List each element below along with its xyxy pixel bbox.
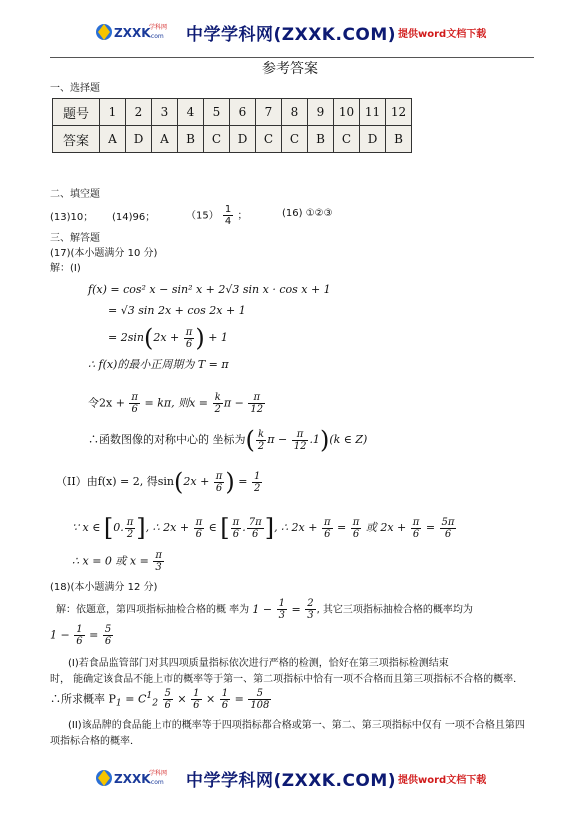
- answer-15: [186, 204, 247, 227]
- table-cell: 1: [100, 99, 126, 126]
- table-head-answer: 答案: [53, 126, 100, 153]
- table-cell: 11: [360, 99, 386, 126]
- table-cell: D: [360, 126, 386, 153]
- symmetry-equation: 令2x + $\frac{\pi}{6}$ = kπ, 则x = $\frac{k}{2}$ π − $\frac{\pi}{12}$: [88, 392, 264, 415]
- table-cell: 3: [152, 99, 178, 126]
- footer-site-tagline: 提供word文档下载: [398, 775, 487, 786]
- denominator: 4: [224, 216, 232, 227]
- table-cell: C: [204, 126, 230, 153]
- probability-equation: ∴所求概率 $P_1 = C^1_2$ $\frac{5}{6}$ × $\frac{1}{6}$ × $\frac{1}{6}$ = $\frac{5}{108}$: [50, 688, 270, 711]
- table-cell: B: [386, 126, 412, 153]
- document-title: 参考答案: [262, 61, 318, 77]
- page-footer: [0, 760, 580, 796]
- footer-site-title: 中学学科网(ZXXK.COM): [186, 771, 397, 791]
- equation-line-1: f(x) = cos² x − sin² x + 2√3 sin x · cos x + 1: [88, 283, 331, 296]
- section-choice-label: 一、选择题: [50, 83, 100, 94]
- part-ii-equation: （II）由f(x) = 2, 得sin(2x + $\frac{\pi}{6}$ ) = $\frac{1}{2}$: [56, 468, 261, 496]
- svg-text:学科网: 学科网: [149, 24, 168, 31]
- answer-13: (13)10；: [50, 212, 94, 223]
- answer-15-label: （15）: [186, 210, 219, 222]
- table-cell: 2: [126, 99, 152, 126]
- answer-table-number-row: [53, 99, 412, 126]
- table-head-number: 题号: [53, 99, 100, 126]
- q18-sol-text: 解：依题意，第四项指标抽检合格的概 率为: [56, 604, 250, 616]
- table-cell: 12: [386, 99, 412, 126]
- part-ii-text: （II）由f(x) = 2, 得sin: [56, 475, 174, 488]
- q17-title: (17)(本小题满分 10 分): [50, 248, 158, 259]
- table-cell: A: [152, 126, 178, 153]
- q17-solution-label: 解：(I): [50, 263, 81, 274]
- answer-table-answer-row: [53, 126, 412, 153]
- q18-part-ii: (II)该品牌的食品能上市的概率等于四项指标都合格或第一、第二、第三项指标中仅有 一项不合格且第四: [68, 720, 525, 731]
- table-cell: 4: [178, 99, 204, 126]
- table-cell: 5: [204, 99, 230, 126]
- center-text: ∴函数图像的对称中心的 坐标为: [88, 433, 246, 446]
- let-text: 令2x +: [88, 396, 125, 410]
- probability-label: ∴所求概率 P: [50, 692, 116, 706]
- numerator: 1: [224, 204, 232, 215]
- zxxk-logo: [94, 764, 170, 790]
- table-cell: B: [178, 126, 204, 153]
- page-header: [0, 14, 580, 50]
- site-title: 中学学科网(ZXXK.COM): [186, 25, 397, 45]
- q18-part-i-2: 时， 能确定该食品不能上市的概率等于第一、第二项指标中恰有一项不合格而且第三项指标不合格的概率．: [50, 674, 524, 685]
- svg-text:ZXXK: ZXXK: [114, 772, 151, 786]
- answer-table: [52, 98, 412, 153]
- table-cell: 8: [282, 99, 308, 126]
- svg-text:学科网: 学科网: [149, 770, 168, 777]
- table-cell: 6: [230, 99, 256, 126]
- table-cell: C: [334, 126, 360, 153]
- svg-text:ZXXK: ZXXK: [114, 26, 151, 40]
- equation-line-2: = √3 sin 2x + cos 2x + 1: [108, 304, 246, 317]
- q18-title: (18)(本小题满分 12 分): [50, 582, 158, 593]
- probability-value: 1 − $\frac{1}{6}$ = $\frac{5}{6}$: [50, 624, 112, 647]
- zxxk-logo: [94, 18, 170, 44]
- table-cell: C: [282, 126, 308, 153]
- table-cell: A: [100, 126, 126, 153]
- q18-solution-line: 解：依题意，第四项指标抽检合格的概 率为 1 − $\frac{1}{3}$ = $\frac{2}{3}$ , 其它三项指标抽检合格的概率均为: [56, 598, 473, 621]
- svg-text:.com: .com: [149, 33, 164, 40]
- site-tagline: 提供word文档下载: [398, 29, 487, 40]
- interval-statement: ∵ x ∈ [0. $\frac{\pi}{2}$ ], ∴ 2x + $\frac{\pi}{6}$ ∈ [ $\frac{\pi}{6}$ . $\frac{7\pi}{6}$ ], ∴ 2x + $\frac{\pi}{6}$ = $\frac{\pi}{6}$ 或 2x + $\frac{\pi}{6}$ = $\frac{5\pi}{6}$: [72, 514, 455, 542]
- equals-text: = kπ, 则x =: [144, 396, 209, 410]
- fraction: [223, 204, 233, 227]
- table-cell: B: [308, 126, 334, 153]
- center-coordinates: ∴函数图像的对称中心的 坐标为( $\frac{k}{2}$ π − $\frac{\pi}{12}$ .1)(k ∈ Z): [88, 426, 368, 454]
- svg-text:.com: .com: [149, 779, 164, 786]
- solution-x: ∴ x = 0 或 x = $\frac{\pi}{3}$: [72, 550, 162, 573]
- separator: ；: [237, 210, 248, 222]
- table-cell: 9: [308, 99, 334, 126]
- table-cell: D: [230, 126, 256, 153]
- answer-16: (16) ①②③: [282, 208, 333, 219]
- q18-sol-text-2: , 其它三项指标抽检合格的概率均为: [316, 604, 473, 616]
- table-cell: 7: [256, 99, 282, 126]
- table-cell: 10: [334, 99, 360, 126]
- section-fill-label: 二、填空题: [50, 189, 100, 200]
- period-statement: ∴ f(x)的最小正周期为 T = π: [88, 358, 229, 371]
- table-cell: D: [126, 126, 152, 153]
- section-solution-label: 三、解答题: [50, 233, 100, 244]
- equation-line-3: = 2sin(2x + $\frac{\pi}{6}$ ) + 1: [108, 324, 228, 352]
- q18-part-ii-2: 项指标合格的概率．: [50, 736, 140, 747]
- answer-14: (14)96；: [112, 212, 156, 223]
- table-cell: C: [256, 126, 282, 153]
- q18-part-i: (I)若食品监管部门对其四项质量指标依次进行严格的检测，恰好在第三项指标检测结束: [68, 658, 449, 669]
